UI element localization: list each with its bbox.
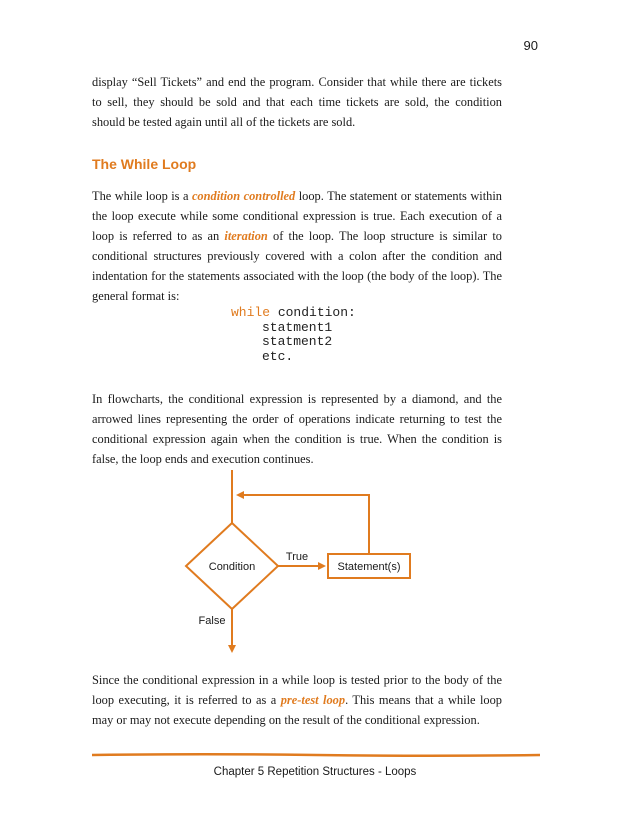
page-number: 90 xyxy=(523,38,538,53)
false-label: False xyxy=(198,615,226,627)
footer-rule-line xyxy=(92,754,540,756)
statement-label: Statement(s) xyxy=(337,561,401,573)
code-line xyxy=(231,306,356,321)
condition-label: Condition xyxy=(208,561,256,573)
code-condition: condition: xyxy=(270,305,356,320)
code-keyword: while xyxy=(231,305,271,320)
true-label: True xyxy=(285,551,309,563)
while-loop-flowchart xyxy=(170,470,430,655)
section-heading: The While Loop xyxy=(92,156,197,172)
paragraph-pretest xyxy=(92,670,502,730)
code-block xyxy=(231,306,356,364)
code-line: statment1 xyxy=(262,319,333,335)
text-run: . This means that a while loop may or may not execute depending on the result of the conditional expression. xyxy=(92,693,502,727)
paragraph-while-loop xyxy=(92,186,502,306)
footer-rule xyxy=(92,752,540,758)
text-run: of the loop. The loop structure is similar to conditional structures previously covered with a colon after the condition and indentation for the statements associated with the loop (the body of the loop). The general format is: xyxy=(92,229,503,303)
paragraph-intro: display “Sell Tickets” and end the program. Consider that while there are tickets to sell, they should be sold and that each time tickets are sold, the condition should be tested again until all of the tickets are sold. xyxy=(92,75,502,129)
code-line: etc. xyxy=(262,348,294,364)
text-run: loop. The statement or statements within the loop execute while some conditional expression is true. Each execution of a loop is referred to as an xyxy=(92,189,502,243)
text-run: Since the conditional expression in a while loop is tested prior to the body of the loop executing, it is referred to as a xyxy=(92,673,502,707)
footer-chapter-title: Chapter 5 Repetition Structures - Loops xyxy=(213,766,417,778)
text-run: The while loop is a xyxy=(92,189,192,203)
term-iteration: iteration xyxy=(224,229,268,243)
paragraph-flowcharts: In flowcharts, the conditional expression is represented by a diamond, and the arrowed lines representing the order of operations indicate returning to test the conditional expression again when the condition is true. When the condition is false, the loop ends and execution continues. xyxy=(92,392,502,466)
term-pre-test-loop: pre-test loop xyxy=(280,693,346,707)
code-line: statment2 xyxy=(262,334,333,349)
term-condition-controlled: condition controlled xyxy=(191,189,296,203)
